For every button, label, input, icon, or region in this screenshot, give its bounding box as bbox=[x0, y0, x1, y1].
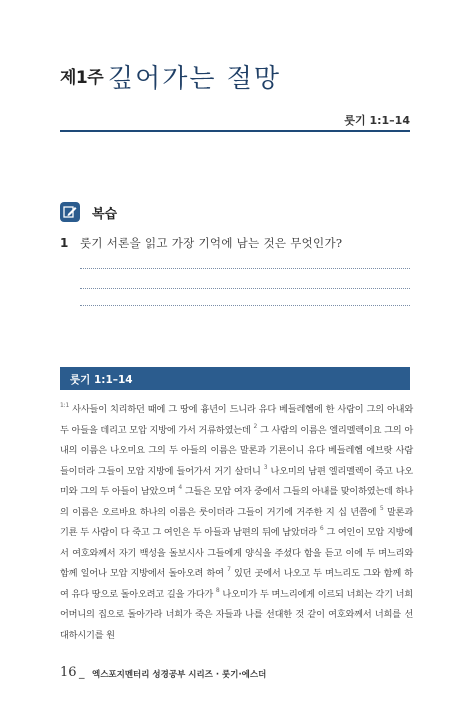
verse-text: 그 사람의 이름은 엘리멜렉이요 그의 아내의 이름은 나오미요 그의 두 아들의 이름은 말론과 기룐이니 유다 베들레헴 에브랏 사람들이더라 그들이 모압 지방에 들어가서 거기 살더니 bbox=[60, 424, 413, 477]
question-text: 룻기 서론을 읽고 가장 기억에 남는 것은 무엇인가? bbox=[80, 236, 343, 250]
chapter-title: 깊어가는 절망 bbox=[108, 64, 281, 94]
verse-number: 1:1 bbox=[60, 402, 70, 409]
verse-number: 2 bbox=[253, 422, 258, 430]
passage-title: 룻기 1:1–14 bbox=[70, 374, 133, 386]
answer-line[interactable] bbox=[80, 305, 410, 306]
verse-text: 있던 곳에서 나오고 두 며느리도 그와 함께 하여 유다 땅으로 돌아오려고 길을 가다가 bbox=[60, 568, 413, 600]
verse-text: 말론과 기룐 두 사람이 다 죽고 그 여인은 두 아들과 남편의 뒤에 남았더라 bbox=[60, 506, 413, 539]
verse-text: 사사들이 치리하던 때에 그 땅에 흉년이 드니라 유다 베들레헴에 한 사람이 그의 아내와 두 아들을 데리고 모압 지방에 가서 거류하였는데 bbox=[60, 404, 413, 436]
passage-header-bar bbox=[60, 367, 410, 390]
verse-text: 나오미의 남편 엘리멜렉이 죽고 나오미와 그의 두 아들이 남았으며 bbox=[60, 465, 413, 498]
answer-line[interactable] bbox=[80, 268, 410, 269]
verse-number: 8 bbox=[215, 586, 220, 594]
series-title: 엑스포지멘터리 성경공부 시리즈 · 룻기·에스더 bbox=[92, 670, 267, 680]
passage-body bbox=[60, 400, 413, 647]
question-number: 1 bbox=[60, 236, 69, 250]
answer-line[interactable] bbox=[80, 288, 410, 289]
verse-text: 그 여인이 모압 지방에서 여호와께서 자기 백성을 돌보시사 그들에게 양식을 주셨다 함을 듣고 이에 두 며느리와 함께 일어나 모압 지방에서 돌아오려 하여 bbox=[60, 527, 413, 580]
week-label: 제1주 bbox=[60, 68, 104, 88]
header-rule bbox=[60, 130, 410, 132]
verse-number: 4 bbox=[178, 484, 182, 492]
scripture-reference: 룻기 1:1–14 bbox=[344, 114, 410, 127]
page-number: 16 bbox=[60, 665, 77, 680]
review-section-title: 복습 bbox=[92, 207, 118, 222]
verse-number: 6 bbox=[319, 525, 324, 533]
pencil-note-icon bbox=[60, 202, 80, 222]
verse-number: 5 bbox=[379, 504, 384, 512]
verse-number: 3 bbox=[263, 463, 268, 471]
verse-number: 7 bbox=[227, 566, 231, 574]
page-separator: _ bbox=[79, 666, 85, 679]
verse-text: 그들은 모압 여자 중에서 그들의 아내를 맞이하였는데 하나의 이름은 오르바요 하나의 이름은 룻이더라 그들이 거기에 거주한 지 십 년쯤에 bbox=[60, 486, 413, 518]
verse-text: 나오미가 두 며느리에게 이르되 너희는 각기 너희 어머니의 집으로 돌아가라 너희가 죽은 자들과 나를 선대한 것 같이 여호와께서 너희를 선대하시기를 원 bbox=[60, 588, 413, 642]
